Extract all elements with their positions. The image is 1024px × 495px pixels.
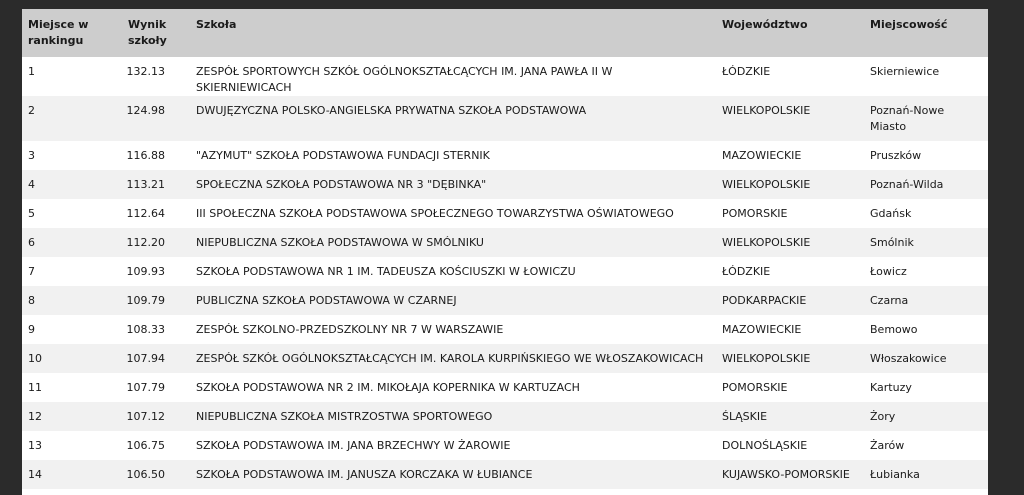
score-cell: 106.75 bbox=[126, 439, 165, 452]
voivodeship-cell: ŁÓDZKIE bbox=[722, 65, 771, 78]
score-cell: 113.21 bbox=[126, 178, 165, 191]
table-row bbox=[22, 460, 988, 489]
voivodeship-cell: ŚLĄSKIE bbox=[722, 410, 768, 423]
score-cell: 124.98 bbox=[126, 104, 165, 117]
voivodeship-cell: ŁÓDZKIE bbox=[722, 265, 771, 278]
school-cell: DWUJĘZYCZNA POLSKO-ANGIELSKA PRYWATNA SZKOŁA PODSTAWOWA bbox=[196, 104, 587, 117]
rank-cell: 11 bbox=[28, 381, 42, 394]
city-cell: Łowicz bbox=[870, 265, 907, 278]
school-cell: PUBLICZNA SZKOŁA PODSTAWOWA W CZARNEJ bbox=[196, 294, 457, 307]
voivodeship-cell: PODKARPACKIE bbox=[722, 294, 807, 307]
score-cell: 107.94 bbox=[126, 352, 165, 365]
score-cell: 116.88 bbox=[126, 149, 165, 162]
rank-cell: 10 bbox=[28, 352, 42, 365]
table-row bbox=[22, 286, 988, 315]
table-row bbox=[22, 57, 988, 96]
school-cell: SZKOŁA PODSTAWOWA NR 1 IM. TADEUSZA KOŚCIUSZKI W ŁOWICZU bbox=[196, 265, 576, 278]
header-rank[interactable]: Miejsce w rankingu bbox=[28, 18, 89, 47]
school-cell: "AZYMUT" SZKOŁA PODSTAWOWA FUNDACJI STERNIK bbox=[196, 149, 490, 162]
rank-cell: 13 bbox=[28, 439, 42, 452]
score-cell: 106.50 bbox=[126, 468, 165, 481]
table-row bbox=[22, 199, 988, 228]
city-cell: Smólnik bbox=[870, 236, 914, 249]
school-cell: SZKOŁA PODSTAWOWA NR 2 IM. MIKOŁAJA KOPERNIKA W KARTUZACH bbox=[196, 381, 580, 394]
table-row bbox=[22, 228, 988, 257]
rank-cell: 6 bbox=[28, 236, 35, 249]
voivodeship-cell: WIELKOPOLSKIE bbox=[722, 236, 811, 249]
table-row bbox=[22, 96, 988, 141]
table-header bbox=[22, 9, 988, 57]
voivodeship-cell: MAZOWIECKIE bbox=[722, 323, 802, 336]
city-cell: Kartuzy bbox=[870, 381, 912, 394]
voivodeship-cell: POMORSKIE bbox=[722, 207, 788, 220]
score-cell: 132.13 bbox=[126, 65, 165, 78]
city-cell: Żarów bbox=[870, 439, 905, 452]
city-cell: Łubianka bbox=[870, 468, 920, 481]
header-row bbox=[22, 9, 988, 57]
rank-cell: 12 bbox=[28, 410, 42, 423]
table-row bbox=[22, 431, 988, 460]
score-cell: 108.33 bbox=[126, 323, 165, 336]
table-row bbox=[22, 257, 988, 286]
rank-cell: 9 bbox=[28, 323, 35, 336]
header-school[interactable]: Szkoła bbox=[196, 18, 237, 31]
voivodeship-cell: WIELKOPOLSKIE bbox=[722, 178, 811, 191]
table-row bbox=[22, 373, 988, 402]
header-score[interactable]: Wynik szkoły bbox=[128, 18, 167, 47]
score-cell: 112.64 bbox=[126, 207, 165, 220]
city-cell: Bemowo bbox=[870, 323, 918, 336]
score-cell: 107.79 bbox=[126, 381, 165, 394]
table-row bbox=[22, 170, 988, 199]
rank-cell: 1 bbox=[28, 65, 35, 78]
school-cell: ZESPÓŁ SZKÓŁ OGÓLNOKSZTAŁCĄCYCH IM. KAROLA KURPIŃSKIEGO WE WŁOSZAKOWICACH bbox=[196, 352, 704, 365]
school-cell: ZESPÓŁ SZKOLNO-PRZEDSZKOLNY NR 7 W WARSZAWIE bbox=[196, 323, 504, 336]
score-cell: 112.20 bbox=[126, 236, 165, 249]
voivodeship-cell: MAZOWIECKIE bbox=[722, 149, 802, 162]
rank-cell: 3 bbox=[28, 149, 35, 162]
school-cell: NIEPUBLICZNA SZKOŁA MISTRZOSTWA SPORTOWEGO bbox=[196, 410, 493, 423]
rank-cell: 7 bbox=[28, 265, 35, 278]
score-cell: 109.79 bbox=[126, 294, 165, 307]
table-body bbox=[22, 57, 988, 489]
voivodeship-cell: WIELKOPOLSKIE bbox=[722, 104, 811, 117]
rank-cell: 14 bbox=[28, 468, 42, 481]
ranking-table-container bbox=[22, 9, 988, 495]
city-cell: Pruszków bbox=[870, 149, 922, 162]
school-cell: III SPOŁECZNA SZKOŁA PODSTAWOWA SPOŁECZNEGO TOWARZYSTWA OŚWIATOWEGO bbox=[196, 207, 674, 220]
table-row bbox=[22, 402, 988, 431]
score-cell: 109.93 bbox=[126, 265, 165, 278]
table-row bbox=[22, 344, 988, 373]
school-cell: SPOŁECZNA SZKOŁA PODSTAWOWA NR 3 "DĘBINKA" bbox=[196, 178, 487, 191]
voivodeship-cell: POMORSKIE bbox=[722, 381, 788, 394]
school-cell: ZESPÓŁ SPORTOWYCH SZKÓŁ OGÓLNOKSZTAŁCĄCYCH IM. JANA PAWŁA II W SKIERNIEWICACH bbox=[196, 65, 613, 94]
voivodeship-cell: KUJAWSKO-POMORSKIE bbox=[722, 468, 850, 481]
header-voivodeship[interactable]: Województwo bbox=[722, 18, 808, 31]
city-cell: Czarna bbox=[870, 294, 909, 307]
score-cell: 107.12 bbox=[126, 410, 165, 423]
city-cell: Poznań-Wilda bbox=[870, 178, 944, 191]
rank-cell: 8 bbox=[28, 294, 35, 307]
city-cell: Włoszakowice bbox=[870, 352, 947, 365]
table-row bbox=[22, 141, 988, 170]
voivodeship-cell: DOLNOŚLĄSKIE bbox=[722, 439, 808, 452]
table-row bbox=[22, 315, 988, 344]
city-cell: Poznań-Nowe Miasto bbox=[870, 104, 945, 133]
city-cell: Gdańsk bbox=[870, 207, 912, 220]
header-city[interactable]: Miejscowość bbox=[870, 18, 948, 31]
school-cell: NIEPUBLICZNA SZKOŁA PODSTAWOWA W SMÓLNIKU bbox=[196, 236, 484, 249]
city-cell: Skierniewice bbox=[870, 65, 940, 78]
school-cell: SZKOŁA PODSTAWOWA IM. JANUSZA KORCZAKA W ŁUBIANCE bbox=[196, 468, 533, 481]
ranking-table bbox=[22, 9, 988, 489]
rank-cell: 2 bbox=[28, 104, 35, 117]
rank-cell: 4 bbox=[28, 178, 35, 191]
voivodeship-cell: WIELKOPOLSKIE bbox=[722, 352, 811, 365]
city-cell: Żory bbox=[870, 410, 896, 423]
rank-cell: 5 bbox=[28, 207, 35, 220]
school-cell: SZKOŁA PODSTAWOWA IM. JANA BRZECHWY W ŻAROWIE bbox=[196, 439, 511, 452]
